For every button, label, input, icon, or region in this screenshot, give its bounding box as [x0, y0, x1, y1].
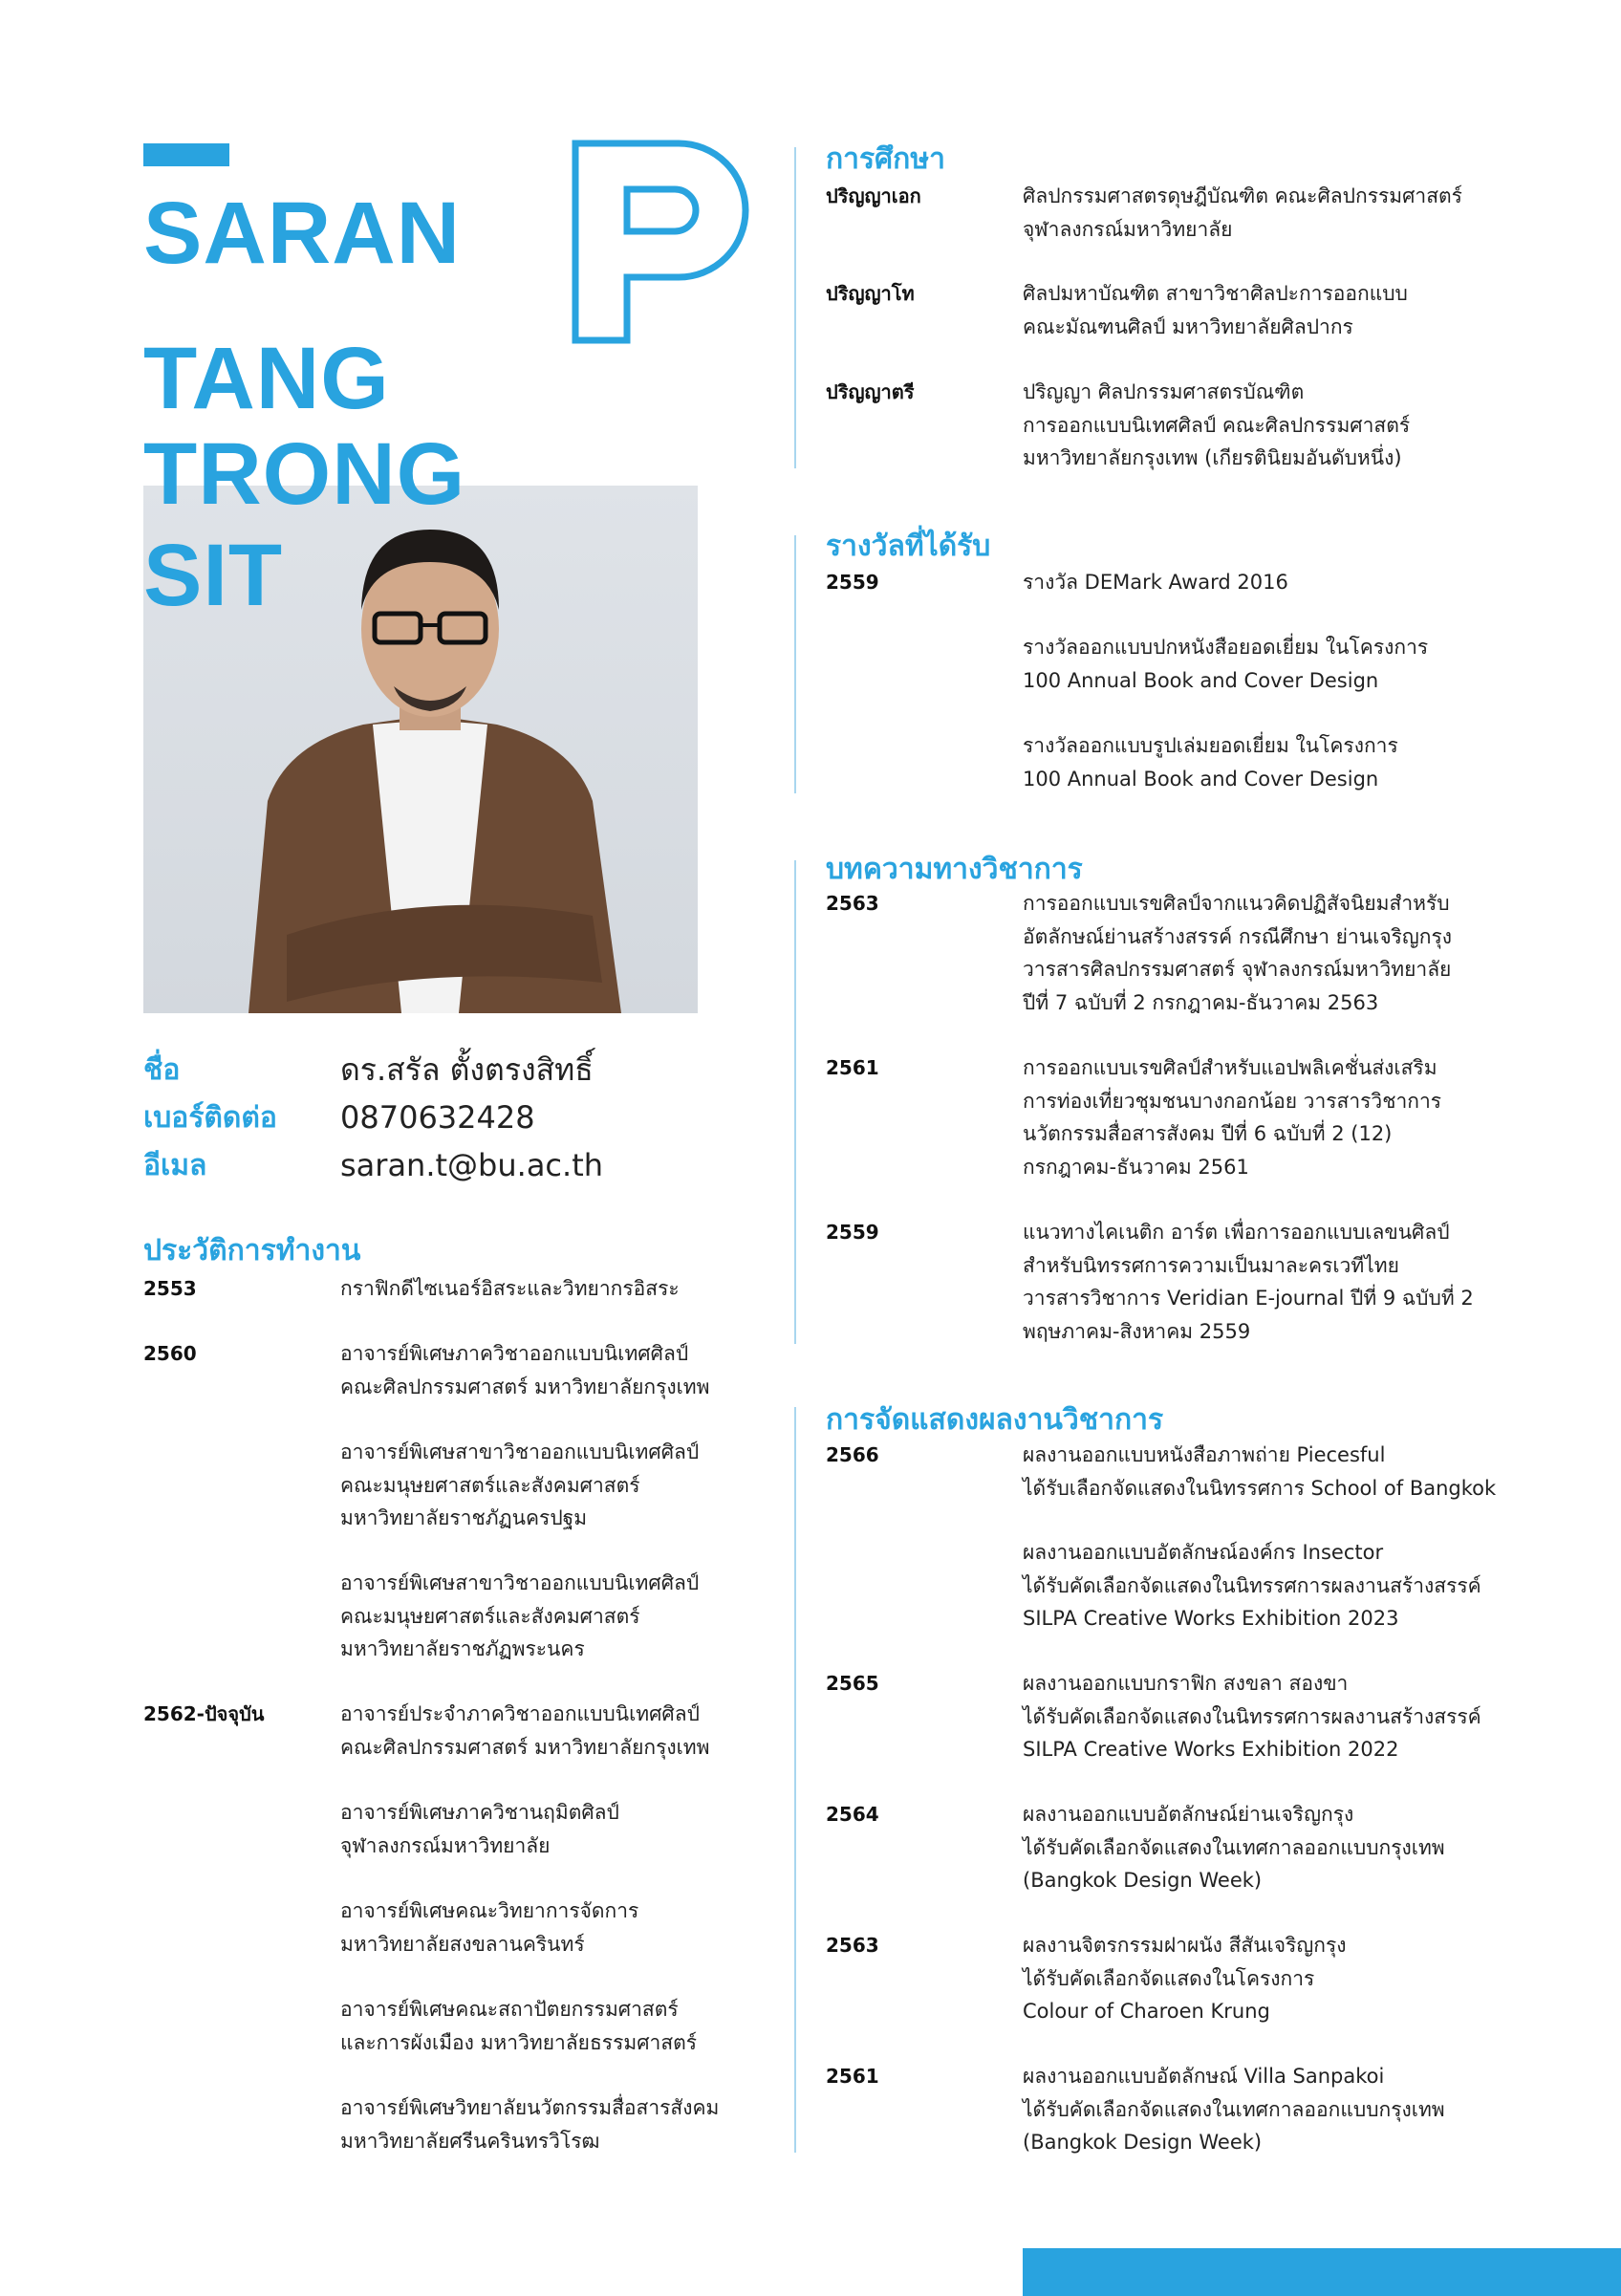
entry-year: 2553: [143, 1277, 197, 1300]
education-title: การศึกษา: [826, 142, 945, 176]
entry-text: [340, 1567, 699, 1666]
entry-line: นวัตกรรมสื่อสารสังคม ปีที่ 6 ฉบับที่ 2 (12): [1023, 1122, 1393, 1145]
contact-label: ชื่อ: [143, 1052, 181, 1087]
entry-line: คณะศิลปกรรมศาสตร์ มหาวิทยาลัยกรุงเทพ: [340, 1375, 710, 1398]
entry-text: [1023, 1929, 1347, 2028]
divider-line: [794, 860, 796, 1344]
entry-year: 2564: [826, 1803, 879, 1826]
entry-line: รางวัลออกแบบปกหนังสือยอดเยี่ยม ในโครงการ: [1023, 636, 1429, 659]
entry-line: อาจารย์พิเศษภาควิชาออกแบบนิเทศศิลป์: [340, 1342, 689, 1365]
list-item: [143, 1698, 709, 1764]
entry-text: [1023, 180, 1462, 246]
entry-text: [340, 1436, 699, 1535]
list-item: [826, 180, 1462, 246]
list-item: [826, 1929, 1347, 2028]
footer-accent-bar: [1023, 2248, 1621, 2296]
entry-year: ปริญญาตรี: [826, 380, 915, 403]
entry-text: [340, 1993, 697, 2059]
entry-line: SILPA Creative Works Exhibition 2023: [1023, 1607, 1399, 1630]
list-item: [826, 1051, 1441, 1183]
divider-line: [794, 1407, 796, 2153]
entry-text: [1023, 2060, 1445, 2159]
entry-line: มหาวิทยาลัยราชภัฏพระนคร: [340, 1637, 585, 1660]
contact-value-phone: 0870632428: [340, 1099, 535, 1136]
divider-line: [794, 147, 796, 468]
contact-info: [143, 1046, 736, 1189]
p-logo-icon: [572, 140, 749, 344]
entry-year: [826, 1536, 1023, 1635]
entry-line: ปริญญา ศิลปกรรมศาสตรบัณฑิต: [1023, 380, 1305, 403]
entry-year: ปริญญาโท: [826, 282, 915, 305]
entry-text: [340, 1895, 638, 1960]
contact-label: เบอร์ติดต่อ: [143, 1100, 277, 1135]
entry-text: [1023, 1216, 1474, 1348]
entry-line: ศิลปมหาบัณฑิต สาขาวิชาศิลปะการออกแบบ: [1023, 282, 1408, 305]
contact-label: อีเมล: [143, 1148, 207, 1182]
list-item: [143, 1567, 699, 1666]
entry-text: [1023, 1667, 1481, 1766]
entry-line: อาจารย์พิเศษคณะวิทยาการจัดการ: [340, 1899, 639, 1922]
list-item: [143, 1436, 699, 1535]
list-item: [826, 887, 1452, 1019]
entry-line: พฤษภาคม-สิงหาคม 2559: [1023, 1319, 1251, 1343]
entry-year: [143, 2091, 340, 2157]
entry-year: [143, 1796, 340, 1862]
list-item: [143, 1337, 709, 1403]
entry-line: (Bangkok Design Week): [1023, 1869, 1263, 1892]
entry-text: [340, 1272, 680, 1306]
entry-line: Colour of Charoen Krung: [1023, 2000, 1270, 2023]
entry-year: 2561: [826, 2065, 879, 2088]
entry-line: วารสารศิลปกรรมศาสตร์ จุฬาลงกรณ์มหาวิทยาลัย: [1023, 958, 1452, 981]
list-item: [826, 1536, 1481, 1635]
name-line-3: TRONG: [143, 425, 466, 523]
contact-value-name: ดร.สรัล ตั้งตรงสิทธิ์: [340, 1051, 594, 1088]
entry-year: [826, 631, 1023, 697]
entry-line: ผลงานออกแบบอัตลักษณ์ Villa Sanpakoi: [1023, 2065, 1385, 2088]
entry-line: ศิลปกรรมศาสตรดุษฎีบัณฑิต คณะศิลปกรรมศาสตร์: [1023, 184, 1462, 207]
entry-line: ได้รับคัดเลือกจัดแสดงในนิทรรศการผลงานสร้างสรรค์: [1023, 1704, 1481, 1728]
list-item: [826, 1667, 1481, 1766]
entry-year: 2563: [826, 1934, 879, 1957]
entry-line: ได้รับคัดเลือกจัดแสดงในโครงการ: [1023, 1966, 1315, 1990]
entry-line: การท่องเที่ยวชุมชนบางกอกน้อย วารสารวิชาการ: [1023, 1089, 1442, 1113]
entry-line: อาจารย์พิเศษภาควิชานฤมิตศิลป์: [340, 1801, 619, 1824]
entry-text: [1023, 1439, 1496, 1505]
entry-line: ผลงานออกแบบกราฟิก สงขลา สองขา: [1023, 1672, 1349, 1695]
entry-line: ได้รับคัดเลือกจัดแสดงในเทศกาลออกแบบกรุงเทพ: [1023, 1835, 1445, 1859]
contact-row-name: [143, 1046, 736, 1094]
entry-line: ผลงานออกแบบอัตลักษณ์ย่านเจริญกรุง: [1023, 1803, 1354, 1826]
entry-line: จุฬาลงกรณ์มหาวิทยาลัย: [1023, 217, 1233, 241]
name-line-2: TANG: [143, 330, 390, 427]
list-item: [826, 1439, 1496, 1505]
entry-line: กรกฎาคม-ธันวาคม 2561: [1023, 1155, 1249, 1179]
list-item: [143, 1895, 638, 1960]
divider-line: [794, 535, 796, 793]
entry-year: 2560: [143, 1342, 197, 1365]
entry-line: กราฟิกดีไซเนอร์อิสระและวิทยากรอิสระ: [340, 1277, 680, 1300]
entry-line: ได้รับเลือกจัดแสดงในนิทรรศการ School of Bangkok: [1023, 1476, 1497, 1500]
exhibitions-title: การจัดแสดงผลงานวิชาการ: [826, 1403, 1164, 1437]
contact-value-email: saran.t@bu.ac.th: [340, 1147, 604, 1183]
entry-line: อาจารย์พิเศษวิทยาลัยนวัตกรรมสื่อสารสังคม: [340, 2096, 720, 2119]
articles-title: บทความทางวิชาการ: [826, 853, 1083, 886]
list-item: [826, 1216, 1474, 1348]
entry-text: [1023, 566, 1288, 599]
entry-line: อาจารย์พิเศษคณะสถาปัตยกรรมศาสตร์: [340, 1998, 679, 2021]
list-item: [143, 1993, 697, 2059]
entry-line: 100 Annual Book and Cover Design: [1023, 767, 1379, 791]
entry-line: วารสารวิชาการ Veridian E-journal ปีที่ 9 ฉบับที่ 2: [1023, 1287, 1474, 1310]
entry-line: ได้รับคัดเลือกจัดแสดงในนิทรรศการผลงานสร้างสรรค์: [1023, 1573, 1481, 1597]
list-item: [826, 2060, 1445, 2159]
entry-line: คณะมนุษยศาสตร์และสังคมศาสตร์: [340, 1604, 640, 1628]
entry-year: 2559: [826, 1221, 879, 1244]
contact-row-phone: [143, 1094, 736, 1141]
name-line-1: SARAN: [143, 184, 462, 282]
entry-line: ปีที่ 7 ฉบับที่ 2 กรกฎาคม-ธันวาคม 2563: [1023, 990, 1379, 1014]
entry-line: อาจารย์พิเศษสาขาวิชาออกแบบนิเทศศิลป์: [340, 1571, 700, 1594]
entry-text: [340, 2091, 719, 2157]
entry-text: [1023, 1798, 1445, 1897]
entry-year: [143, 1993, 340, 2059]
entry-text: [1023, 277, 1408, 343]
entry-line: SILPA Creative Works Exhibition 2022: [1023, 1738, 1399, 1761]
entry-line: รางวัล DEMark Award 2016: [1023, 571, 1288, 594]
entry-text: [1023, 1536, 1481, 1635]
entry-line: ผลงานจิตรกรรมฝาผนัง สีสันเจริญกรุง: [1023, 1934, 1347, 1957]
entry-year: [143, 1436, 340, 1535]
entry-text: [1023, 1051, 1441, 1183]
entry-line: อาจารย์พิเศษสาขาวิชาออกแบบนิเทศศิลป์: [340, 1440, 700, 1463]
entry-line: (Bangkok Design Week): [1023, 2131, 1263, 2154]
list-item: [143, 1272, 680, 1306]
entry-line: และการผังเมือง มหาวิทยาลัยธรรมศาสตร์: [340, 2030, 698, 2054]
entry-line: มหาวิทยาลัยศรีนครินทรวิโรฒ: [340, 2129, 600, 2153]
list-item: [826, 566, 1288, 599]
work-history-title: ประวัติการทำงาน: [143, 1234, 361, 1267]
name-line-4: SIT: [143, 527, 284, 624]
entry-year: 2562-ปัจจุบัน: [143, 1702, 265, 1725]
awards-title: รางวัลที่ได้รับ: [826, 530, 991, 563]
entry-line: ผลงานออกแบบอัตลักษณ์องค์กร Insector: [1023, 1541, 1384, 1564]
entry-line: 100 Annual Book and Cover Design: [1023, 668, 1379, 692]
list-item: [826, 1798, 1445, 1897]
entry-line: รางวัลออกแบบรูปเล่มยอดเยี่ยม ในโครงการ: [1023, 734, 1398, 757]
entry-line: อัตลักษณ์ย่านสร้างสรรค์ กรณีศึกษา ย่านเจริญกรุง: [1023, 924, 1453, 948]
entry-text: [1023, 376, 1410, 475]
entry-year: ปริญญาเอก: [826, 184, 921, 207]
entry-line: การออกแบบเรขศิลป์สำหรับแอปพลิเคชั่นส่งเสริม: [1023, 1056, 1437, 1079]
entry-year: [826, 729, 1023, 795]
entry-line: คณะมนุษยศาสตร์และสังคมศาสตร์: [340, 1473, 640, 1497]
entry-text: [340, 1796, 619, 1862]
entry-line: การออกแบบเรขศิลป์จากแนวคิดปฏิสัจนิยมสำหรับ: [1023, 892, 1450, 915]
entry-line: มหาวิทยาลัยกรุงเทพ (เกียรตินิยมอันดับหนึ่ง): [1023, 446, 1402, 469]
entry-line: แนวทางไคเนติก อาร์ต เพื่อการออกแบบเลขนศิลป์: [1023, 1221, 1450, 1244]
entry-line: มหาวิทยาลัยราชภัฏนครปฐม: [340, 1506, 588, 1529]
entry-text: [1023, 729, 1398, 795]
entry-year: [143, 1567, 340, 1666]
list-item: [826, 729, 1398, 795]
entry-year: 2559: [826, 571, 879, 594]
entry-year: [143, 1895, 340, 1960]
list-item: [826, 376, 1410, 475]
accent-bar: [143, 143, 229, 166]
entry-line: ได้รับคัดเลือกจัดแสดงในเทศกาลออกแบบกรุงเทพ: [1023, 2097, 1445, 2121]
contact-row-email: [143, 1141, 736, 1189]
list-item: [143, 2091, 719, 2157]
entry-year: 2561: [826, 1056, 879, 1079]
list-item: [826, 631, 1428, 697]
entry-line: จุฬาลงกรณ์มหาวิทยาลัย: [340, 1833, 551, 1857]
entry-year: 2563: [826, 892, 879, 915]
entry-text: [340, 1337, 709, 1403]
list-item: [143, 1796, 619, 1862]
entry-year: 2565: [826, 1672, 879, 1695]
entry-line: อาจารย์ประจำภาควิชาออกแบบนิเทศศิลป์: [340, 1702, 700, 1725]
entry-line: ผลงานออกแบบหนังสือภาพถ่าย Piecesful: [1023, 1443, 1386, 1466]
entry-year: 2566: [826, 1443, 879, 1466]
entry-text: [1023, 887, 1452, 1019]
entry-line: มหาวิทยาลัยสงขลานครินทร์: [340, 1932, 585, 1956]
entry-text: [1023, 631, 1428, 697]
entry-line: การออกแบบนิเทศศิลป์ คณะศิลปกรรมศาสตร์: [1023, 413, 1411, 437]
entry-line: สำหรับนิทรรศการความเป็นมาละครเวทีไทย: [1023, 1253, 1399, 1277]
entry-line: คณะมัณฑนศิลป์ มหาวิทยาลัยศิลปากร: [1023, 314, 1353, 338]
entry-text: [340, 1698, 709, 1764]
entry-line: คณะศิลปกรรมศาสตร์ มหาวิทยาลัยกรุงเทพ: [340, 1735, 710, 1759]
list-item: [826, 277, 1408, 343]
